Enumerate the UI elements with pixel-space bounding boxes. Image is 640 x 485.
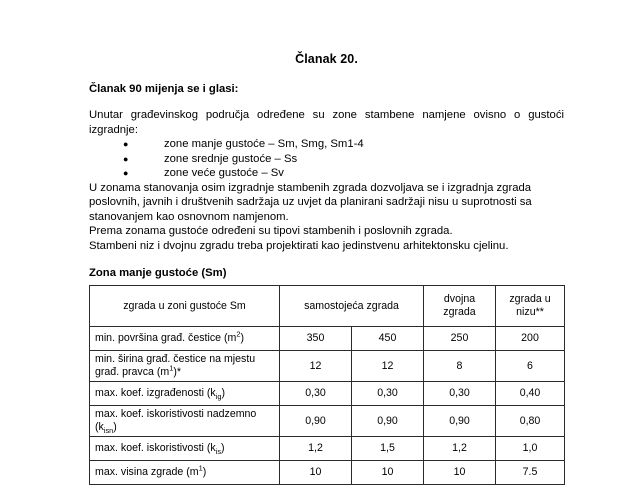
row-label: max. koef. izgrađenosti $(k_{ig})$ [90, 382, 280, 406]
table-header-row [90, 286, 565, 327]
cell-value: 1,2 [280, 437, 352, 461]
header-col4 [424, 286, 496, 327]
row-label: max. koef. iskoristivosti $(k_{is})$ [90, 437, 280, 461]
body-paragraph-2: Prema zonama gustoće određeni su tipovi stambenih i poslovnih zgrada. [89, 225, 453, 238]
cell-value: 200 [496, 327, 565, 351]
zones-list [89, 137, 564, 181]
body-paragraph-3: Stambeni niz i dvojnu zgradu treba projektirati kao jedinstvenu arhitektonsku cjelinu. [89, 239, 509, 252]
intro-paragraph: Unutar građevinskog područja određene su zone stambene namjene ovisno o gustoći izgradnje: [89, 109, 564, 136]
list-item [89, 137, 564, 152]
cell-value: 450 [352, 327, 424, 351]
row-label: min. površina građ. čestice $(m^2)$ [90, 327, 280, 351]
header-col23-merged: samostojeća zgrada [280, 286, 424, 327]
bullet-icon: ● [123, 168, 129, 179]
zona-manje-gustoce-table [89, 285, 565, 485]
row-label: min. širina građ. čestice na mjestu građ. pravca $(m^1)*$ [90, 351, 280, 382]
cell-value: 12 [352, 351, 424, 382]
list-item-label: zone veće gustoće – Sv [164, 167, 284, 180]
cell-value: 0,40 [496, 382, 565, 406]
table-row [90, 437, 565, 461]
cell-value: 0,30 [280, 382, 352, 406]
page-title: Članak 20. [295, 52, 358, 66]
list-item-label: zone manje gustoće – Sm, Smg, Sm1-4 [164, 138, 364, 150]
cell-value: 6 [496, 351, 565, 382]
cell-value: 0,30 [424, 382, 496, 406]
row-label: max. visina zgrade $(m^1)$ [90, 461, 280, 485]
cell-value: 0,30 [352, 382, 424, 406]
list-item-label: zone srednje gustoće – Ss [164, 152, 298, 165]
cell-value: 7.5 [496, 461, 565, 485]
cell-value: 350 [280, 327, 352, 351]
list-item [89, 166, 564, 181]
table-row [90, 382, 565, 406]
cell-value: 250 [424, 327, 496, 351]
header-col5 [496, 286, 565, 327]
table-row [90, 327, 565, 351]
table-row [90, 351, 565, 382]
header-col5-line2: nizu** [516, 306, 544, 319]
header-col1: zgrada u zoni gustoće Sm [90, 286, 280, 327]
cell-value: 10 [352, 461, 424, 485]
cell-value: 1,2 [424, 437, 496, 461]
cell-value: 0,90 [352, 406, 424, 437]
cell-value: 10 [280, 461, 352, 485]
cell-value: 12 [280, 351, 352, 382]
cell-value: 0,90 [280, 406, 352, 437]
row-label: max. koef. iskoristivosti nadzemno $(k_{isn})$ [90, 406, 280, 437]
cell-value: 10 [424, 461, 496, 485]
table-row [90, 406, 565, 437]
header-col4-line2: zgrada [443, 306, 476, 319]
cell-value: 8 [424, 351, 496, 382]
list-item [89, 152, 564, 167]
cell-value: 0,90 [424, 406, 496, 437]
bullet-icon: ● [123, 153, 129, 164]
cell-value: 1,5 [352, 437, 424, 461]
header-col5-line1: zgrada u [509, 293, 551, 306]
table-body [90, 327, 565, 485]
cell-value: 0,80 [496, 406, 565, 437]
header-col4-line1: dvojna [443, 293, 476, 306]
table-row [90, 461, 565, 485]
bullet-icon: ● [123, 139, 129, 149]
body-paragraph-1: U zonama stanovanja osim izgradnje stambenih zgrada dozvoljava se i izgradnja zgrada poslovnih, javnih i društvenih sadržaja uz uvjet da planirani sadržaji nisu u suprotnosti sa stanovanjem kao osnovnom namjenom. [89, 181, 532, 223]
table-caption: Zona manje gustoće (Sm) [89, 267, 227, 280]
lead-paragraph: Članak 90 mijenja se i glasi: [89, 83, 239, 95]
cell-value: 1,0 [496, 437, 565, 461]
